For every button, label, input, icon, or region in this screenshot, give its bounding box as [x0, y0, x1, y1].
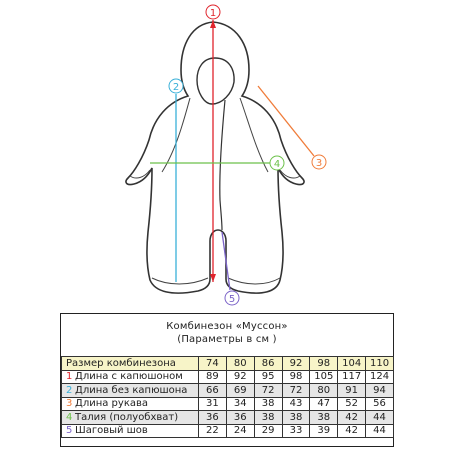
value-cell: 36: [199, 411, 227, 425]
value-cell: 39: [310, 424, 338, 438]
callout-number-2: 2: [172, 82, 180, 93]
size-header-cell: 74: [199, 357, 227, 371]
row-number: 1: [66, 371, 73, 383]
value-cell: 38: [282, 411, 310, 425]
value-cell: 124: [366, 370, 394, 384]
value-cell: 31: [199, 397, 227, 411]
size-chart-card: [60, 313, 394, 447]
arrowhead-1-top: [210, 20, 216, 28]
value-cell: 43: [282, 397, 310, 411]
value-cell: 38: [310, 411, 338, 425]
callout-number-5: 5: [228, 294, 236, 305]
row-number: 2: [66, 384, 73, 396]
measurement-label-cell: [62, 370, 199, 384]
value-cell: 38: [254, 411, 282, 425]
size-header-cell: 104: [338, 357, 366, 371]
measurement-label-cell: [62, 397, 199, 411]
table-row: [62, 424, 394, 438]
measurement-label-cell: [62, 411, 199, 425]
measurement-label-cell: [62, 424, 199, 438]
units-note: (Параметры в см ): [177, 334, 277, 345]
size-header-cell: 86: [254, 357, 282, 371]
size-header-cell: 98: [310, 357, 338, 371]
measurement-name: Длина без капюшона: [75, 384, 188, 396]
value-cell: 29: [254, 424, 282, 438]
value-cell: 72: [254, 384, 282, 398]
size-chart-caption: [61, 320, 393, 346]
measurement-name: Длина рукава: [75, 398, 149, 410]
size-header-cell: 92: [282, 357, 310, 371]
product-title: Комбинезон «Муссон»: [166, 321, 288, 332]
hood-opening: [197, 58, 234, 104]
value-cell: 72: [282, 384, 310, 398]
value-cell: 44: [366, 411, 394, 425]
value-cell: 105: [310, 370, 338, 384]
value-cell: 42: [338, 424, 366, 438]
value-cell: 22: [199, 424, 227, 438]
callout-number-1: 1: [209, 8, 217, 19]
callout-number-3: 3: [315, 158, 323, 169]
size-header-cell: 80: [226, 357, 254, 371]
value-cell: 33: [282, 424, 310, 438]
leg-cuff-left: [152, 278, 208, 284]
measurement-name: Талия (полуобхват): [75, 411, 179, 423]
value-cell: 66: [199, 384, 227, 398]
value-cell: 94: [366, 384, 394, 398]
leg-cuff-right: [228, 278, 280, 284]
value-cell: 34: [226, 397, 254, 411]
value-cell: 98: [282, 370, 310, 384]
value-cell: 92: [226, 370, 254, 384]
value-cell: 89: [199, 370, 227, 384]
zipper-seam: [220, 100, 225, 230]
value-cell: 95: [254, 370, 282, 384]
value-cell: 69: [226, 384, 254, 398]
measurement-label-cell: [62, 384, 199, 398]
value-cell: 117: [338, 370, 366, 384]
value-cell: 91: [338, 384, 366, 398]
table-row: [62, 370, 394, 384]
value-cell: 36: [226, 411, 254, 425]
size-header-row: [62, 357, 394, 371]
measurement-name: Длина с капюшоном: [75, 371, 183, 383]
callout-number-4: 4: [273, 159, 281, 170]
value-cell: 56: [366, 397, 394, 411]
measurement-name: Шаговый шов: [75, 425, 148, 437]
size-header-label: Размер комбинезона: [62, 357, 199, 371]
row-number: 3: [66, 398, 73, 410]
size-header-cell: 110: [366, 357, 394, 371]
arrowhead-1-bottom: [210, 274, 216, 282]
value-cell: 24: [226, 424, 254, 438]
table-row: [62, 411, 394, 425]
row-number: 5: [66, 425, 73, 437]
value-cell: 80: [310, 384, 338, 398]
measure-line-3: [258, 86, 314, 156]
table-row: [62, 384, 394, 398]
row-number: 4: [66, 411, 73, 423]
value-cell: 38: [254, 397, 282, 411]
value-cell: 47: [310, 397, 338, 411]
value-cell: 52: [338, 397, 366, 411]
value-cell: 44: [366, 424, 394, 438]
value-cell: 42: [338, 411, 366, 425]
table-row: [62, 397, 394, 411]
size-table: [61, 356, 394, 438]
